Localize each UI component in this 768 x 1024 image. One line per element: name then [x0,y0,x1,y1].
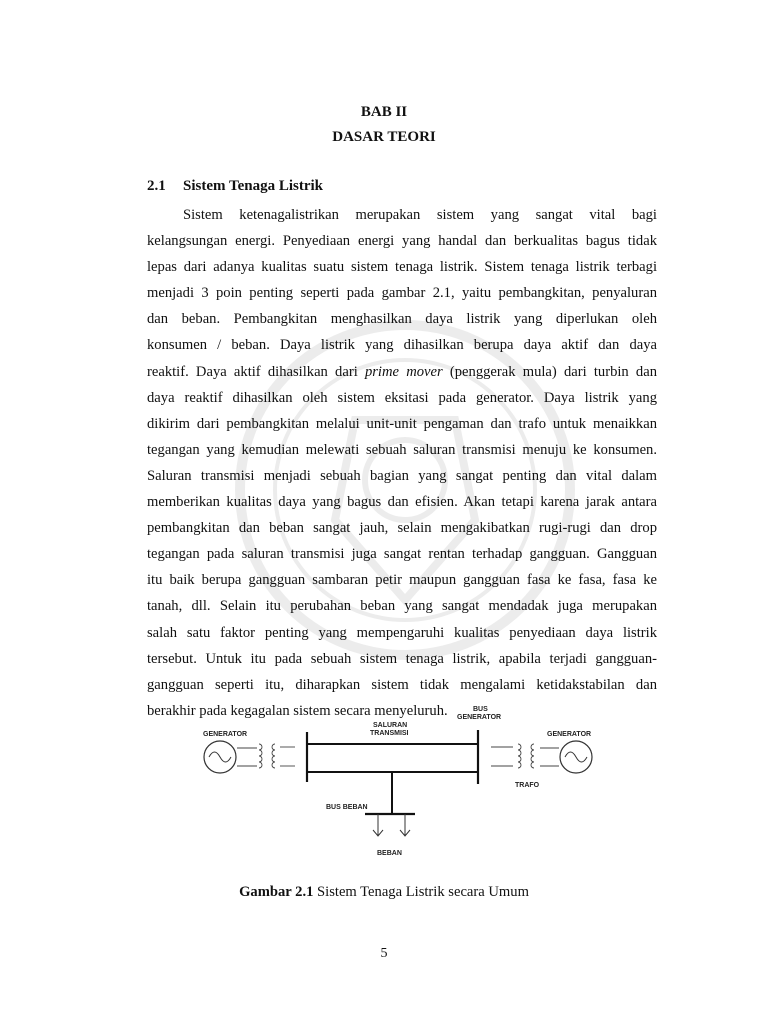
sine-wave-icon [209,752,231,762]
caption-label: Gambar 2.1 [239,884,314,900]
paragraph-line: itu baik berupa gangguan sambaran petir maupun gangguan fasa ke fasa, fasa ke [147,572,657,589]
section-number: 2.1 [147,178,166,194]
trafo-label: TRAFO [515,782,540,789]
power-system-diagram [195,702,605,867]
load-arrows [373,814,410,836]
paragraph-line: tegangan yang kemudian melewati sebuah saluran transmisi menuju ke konsumen. [147,441,657,458]
paragraph-line: memberikan kualitas daya yang bagus dan efisien. Akan tetapi karena jarak antara [147,494,657,511]
paragraph-line: menjadi 3 poin penting seperti pada gambar 2.1, yaitu pembangkitan, penyaluran [147,285,657,302]
chapter-number: BAB II [360,104,408,120]
line-text: (penggerak mula) dari turbin dan [442,363,657,380]
paragraph-line: salah satu faktor penting yang mempengaruhi kualitas penyediaan daya listrik [147,624,657,641]
saluran-label: SALURAN [373,722,408,729]
paragraph-line: berakhir pada kegagalan sistem secara menyeluruh. [147,702,448,719]
paragraph-line: gangguan seperti itu, diharapkan sistem tidak mengalami ketidakstabilan dan [147,676,657,693]
bus-beban-label: BUS BEBAN [326,804,368,811]
italic-term: prime mover [364,363,443,380]
paragraph-line: Saluran transmisi menjadi sebuah bagian yang sangat penting dan vital dalam [147,467,657,484]
body-paragraph [147,202,657,724]
bus-generator-label: GENERATOR [457,714,502,721]
line-text: reaktif. Daya aktif dihasilkan dari [147,363,365,380]
paragraph-line: tanah, dll. Selain itu perubahan beban yang sangat mendadak juga merupakan [147,598,657,615]
bus-label: BUS [473,706,488,713]
paragraph-line: lepas dari adanya kualitas suatu sistem tenaga listrik. Sistem tenaga listrik terbagi [147,259,657,276]
section-heading [147,178,323,195]
paragraph-line: kelangsungan energi. Penyediaan energi yang handal dan berkualitas bagus tidak [147,233,657,250]
paragraph-line: tersebut. Untuk itu pada sebuah sistem tenaga listrik, apabila terjadi gangguan- [147,650,657,667]
generator-left-label: GENERATOR [203,731,248,738]
figure-caption [0,884,768,901]
transformer-left-symbol [237,744,295,768]
beban-label: BEBAN [377,850,402,857]
generator-right-label: GENERATOR [547,731,592,738]
paragraph-line: pembangkitan dan beban sangat jauh, selain mengakibatkan rugi-rugi dan drop [147,520,657,537]
page-number: 5 [380,946,388,961]
transmisi-label: TRANSMISI [370,730,409,737]
paragraph-line: daya reaktif dihasilkan oleh sistem eksitasi pada generator. Daya listrik yang [147,389,657,406]
sine-wave-icon [565,752,587,762]
transformer-right-symbol [491,744,559,768]
section-title: Sistem Tenaga Listrik [183,178,324,194]
paragraph-line: tegangan pada saluran transmisi juga sangat rentan terhadap gangguan. Gangguan [147,546,657,563]
caption-text: Sistem Tenaga Listrik secara Umum [313,884,529,900]
paragraph-line: dikirim dari pembangkitan melalui unit-unit pengaman dan trafo untuk menaikkan [147,415,657,432]
chapter-title: DASAR TEORI [332,129,436,145]
paragraph-line: konsumen / beban. Daya listrik yang dihasilkan berupa daya aktif dan daya [147,337,657,354]
paragraph-line: dan beban. Pembangkitan menghasilkan daya listrik yang diperlukan oleh [147,311,657,328]
paragraph-line: Sistem ketenagalistrikan merupakan sistem yang sangat vital bagi [183,207,657,223]
paragraph-line [147,359,657,385]
